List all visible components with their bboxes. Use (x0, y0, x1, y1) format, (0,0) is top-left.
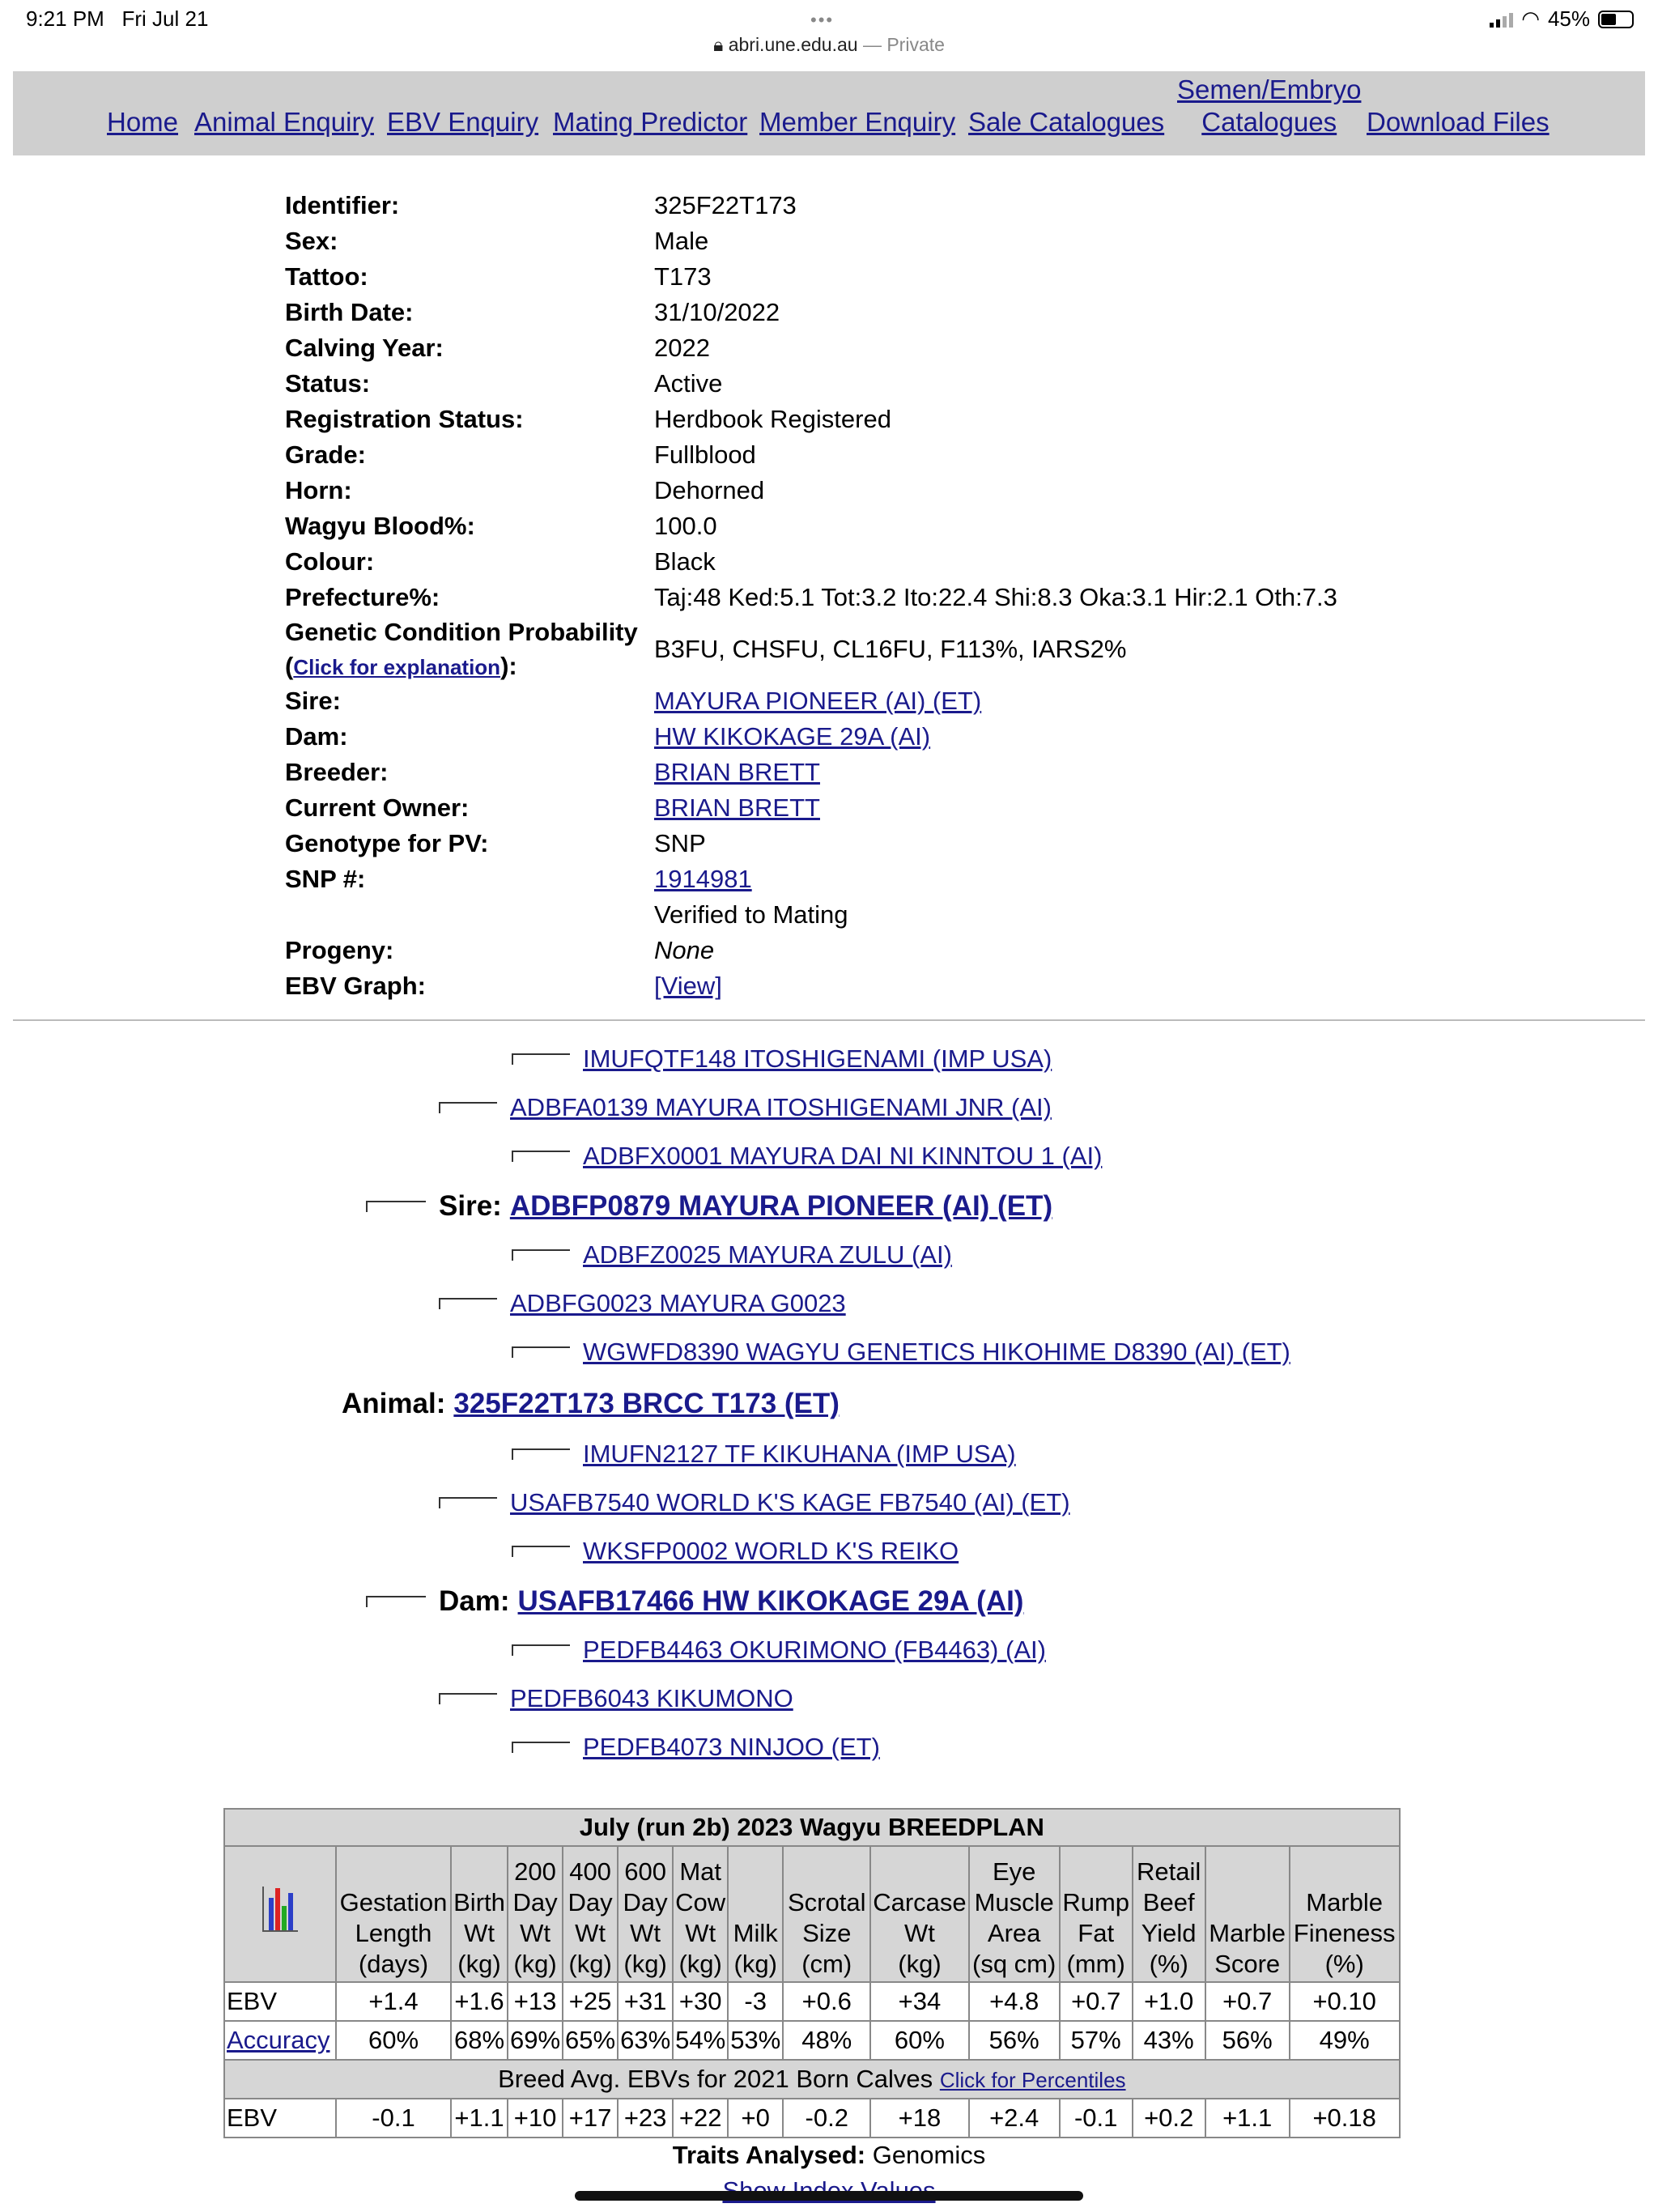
pedigree-sire-dam-sire-link[interactable]: ADBFZ0025 MAYURA ZULU (AI) (583, 1240, 952, 1269)
breed-avg-value-cell: -0.1 (336, 2099, 451, 2138)
traits-value: Genomics (872, 2141, 986, 2169)
pedigree-sire-sire-link[interactable]: ADBFA0139 MAYURA ITOSHIGENAMI JNR (AI) (510, 1093, 1052, 1121)
calving-year-value: 2022 (654, 334, 710, 362)
accuracy-value-cell: 63% (618, 2021, 673, 2060)
pedigree-dam-sire-link[interactable]: USAFB7540 WORLD K'S KAGE FB7540 (AI) (ET) (510, 1488, 1070, 1516)
genetic-condition-value: B3FU, CHSFU, CL16FU, F113%, IARS2% (654, 635, 1127, 663)
pedigree-sire-dam-link[interactable]: ADBFG0023 MAYURA G0023 (510, 1289, 846, 1317)
ebv-value-cell: +30 (673, 1982, 728, 2021)
header-line: Muscle (974, 1888, 1054, 1916)
accuracy-value-cell: 43% (1133, 2021, 1205, 2060)
tree-branch (439, 1102, 497, 1113)
identifier-label: Identifier: (285, 191, 400, 219)
url-text: abri.une.edu.au (728, 34, 858, 55)
accuracy-value-cell: 60% (336, 2021, 451, 2060)
breed-avg-text: Breed Avg. EBVs for 2021 Born Calves (498, 2064, 933, 2093)
ebv-table-title-row (224, 1809, 1400, 1846)
ebv-graph-view-link[interactable]: [View] (654, 972, 722, 1000)
cellular-signal-icon (1490, 11, 1513, 28)
header-line: Area (987, 1919, 1041, 1947)
pedigree-sire-link[interactable]: ADBFP0879 MAYURA PIONEER (AI) (ET) (509, 1190, 1053, 1222)
prefecture-label: Prefecture%: (285, 583, 440, 611)
wifi-icon: ◠ (1521, 6, 1540, 31)
colour-label: Colour: (285, 547, 375, 576)
header-line: (%) (1324, 1950, 1364, 1978)
ebv-value-cell: +0.6 (783, 1982, 870, 2021)
breed-avg-value-cell: +0 (728, 2099, 783, 2138)
ebv-value-cell: +1.6 (451, 1982, 508, 2021)
ebv-table-header-row (224, 1846, 1400, 1982)
header-line: Wt (630, 1919, 661, 1947)
pedigree-dam-sire-dam-link[interactable]: WKSFP0002 WORLD K'S REIKO (583, 1537, 959, 1565)
header-line: Size (802, 1919, 852, 1947)
grade-value: Fullblood (654, 440, 756, 469)
header-line: Wt (904, 1919, 935, 1947)
header-line: (kg) (513, 1950, 557, 1978)
pedigree-row (439, 1684, 793, 1713)
ebv-column-header (728, 1846, 783, 1982)
header-line: (days) (358, 1950, 429, 1978)
ebv-column-header (618, 1846, 673, 1982)
tree-branch (366, 1201, 426, 1212)
header-line: (kg) (623, 1950, 667, 1978)
breed-avg-value-cell: +1.1 (451, 2099, 508, 2138)
status-bar (0, 0, 1658, 71)
accuracy-value-cell: 56% (1205, 2021, 1290, 2060)
sire-label: Sire: (285, 687, 341, 715)
header-line: Rump (1062, 1888, 1130, 1916)
pedigree-dam-dam-dam-link[interactable]: PEDFB4073 NINJOO (ET) (583, 1733, 880, 1761)
breed-avg-value-cell: +23 (618, 2099, 673, 2138)
accuracy-value-cell: 53% (728, 2021, 783, 2060)
breeder-label: Breeder: (285, 758, 389, 786)
accuracy-value-cell: 68% (451, 2021, 508, 2060)
header-line: Fat (1078, 1919, 1115, 1947)
pedigree-row (342, 1388, 840, 1420)
nav-mating-predictor[interactable]: Mating Predictor (553, 107, 748, 137)
grade-label: Grade: (285, 440, 366, 469)
accuracy-value-cell: 49% (1290, 2021, 1400, 2060)
nav-member-enquiry[interactable]: Member Enquiry (759, 107, 956, 137)
header-line: (mm) (1066, 1950, 1125, 1978)
breed-avg-header-row (224, 2060, 1400, 2099)
ebv-chart-icon-cell[interactable] (224, 1846, 336, 1982)
breed-avg-cell (224, 2060, 1400, 2099)
header-line: (cm) (801, 1950, 852, 1978)
dam-label: Dam: (285, 722, 348, 751)
accuracy-cell[interactable] (224, 2021, 336, 2060)
nav-download-files[interactable]: Download Files (1367, 107, 1550, 137)
ebv-table (223, 1808, 1401, 2138)
genetic-paren-open: ( (285, 652, 294, 680)
header-line: Cow (675, 1888, 726, 1916)
header-line: Birth (453, 1888, 505, 1916)
tree-branch (512, 1546, 570, 1557)
nav-animal-enquiry[interactable]: Animal Enquiry (194, 107, 374, 137)
header-line: Wt (575, 1919, 606, 1947)
header-line: Carcase (873, 1888, 967, 1916)
tree-branch (512, 1448, 570, 1460)
breed-row-label: EBV (224, 2099, 336, 2138)
nav-semen-embryo-catalogues[interactable] (1177, 74, 1361, 138)
header-line: Day (512, 1888, 558, 1916)
current-owner-label: Current Owner: (285, 793, 470, 822)
header-line: Day (623, 1888, 668, 1916)
tree-branch (439, 1298, 497, 1309)
header-line: Fineness (1293, 1919, 1396, 1947)
ebv-column-header (451, 1846, 508, 1982)
breed-avg-value-cell: -0.1 (1060, 2099, 1133, 2138)
ebv-column-header (336, 1846, 451, 1982)
header-line: Wt (464, 1919, 495, 1947)
pedigree-row (512, 1636, 1046, 1665)
nav-semen-line2: Catalogues (1201, 107, 1337, 137)
header-line: Marble (1306, 1888, 1384, 1916)
header-line: Day (568, 1888, 613, 1916)
pedigree-row (366, 1585, 1023, 1618)
date-text: Fri Jul 21 (121, 6, 209, 31)
current-owner-link[interactable]: BRIAN BRETT (654, 793, 820, 822)
genotype-label: Genotype for PV: (285, 829, 489, 857)
breed-avg-value-cell: +0.18 (1290, 2099, 1400, 2138)
ebv-value-cell: +25 (563, 1982, 618, 2021)
progeny-value: None (654, 936, 715, 964)
snp-link[interactable]: 1914981 (654, 865, 752, 893)
tree-branch (512, 1249, 570, 1261)
pedigree-dam-dam-link[interactable]: PEDFB6043 KIKUMONO (510, 1684, 793, 1712)
accuracy-value-cell: 57% (1060, 2021, 1133, 2060)
pedigree-row (512, 1338, 1290, 1367)
percentiles-link[interactable]: Click for Percentiles (939, 2067, 1126, 2092)
tree-branch (439, 1693, 497, 1704)
traits-analysed (0, 2141, 1658, 2170)
ebv-value-cell: +0.7 (1205, 1982, 1290, 2021)
ebv-value-cell: +0.10 (1290, 1982, 1400, 2021)
tree-branch (512, 1151, 570, 1162)
genotype-value: SNP (654, 829, 706, 857)
ebv-row-label: EBV (224, 1982, 336, 2021)
genetic-paren-close: ): (500, 652, 517, 680)
ebv-value-cell: +34 (870, 1982, 968, 2021)
accuracy-row (224, 2021, 1400, 2060)
traits-label: Traits Analysed: (672, 2141, 866, 2169)
header-line: (kg) (733, 1950, 777, 1978)
ebv-column-header (1205, 1846, 1290, 1982)
breed-avg-value-cell: +18 (870, 2099, 968, 2138)
status-value: Active (654, 369, 723, 398)
tree-branch (439, 1497, 497, 1508)
header-line: Retail (1137, 1857, 1201, 1886)
header-line: (kg) (678, 1950, 722, 1978)
header-line: Beef (1142, 1888, 1195, 1916)
identifier-value: 325F22T173 (654, 191, 797, 219)
genetic-explanation-link[interactable]: Click for explanation (293, 655, 501, 679)
breed-avg-value-cell: +22 (673, 2099, 728, 2138)
ebv-column-header (1060, 1846, 1133, 1982)
registration-status-label: Registration Status: (285, 405, 524, 433)
nav-semen-line1: Semen/Embryo (1177, 74, 1362, 104)
snp-label: SNP #: (285, 865, 366, 893)
pedigree-sire-dam-dam-link[interactable]: WGWFD8390 WAGYU GENETICS HIKOHIME D8390 (AI) (ET) (583, 1338, 1290, 1366)
pedigree-row (439, 1488, 1070, 1517)
header-line: 600 (624, 1857, 666, 1886)
pedigree-row (512, 1142, 1102, 1171)
header-line: 200 (514, 1857, 556, 1886)
pedigree-row (512, 1733, 880, 1762)
pedigree-row (439, 1289, 846, 1318)
birth-date-value: 31/10/2022 (654, 298, 780, 326)
ebv-column-header (1133, 1846, 1205, 1982)
progeny-label: Progeny: (285, 936, 394, 964)
battery-percent: 45% (1547, 6, 1590, 31)
address-bar[interactable] (0, 34, 1658, 56)
ebv-column-header (783, 1846, 870, 1982)
divider (13, 1019, 1645, 1021)
registration-status-value: Herdbook Registered (654, 405, 891, 433)
ebv-column-header (1290, 1846, 1400, 1982)
header-line: Scrotal (787, 1888, 866, 1916)
nav-sale-catalogues[interactable]: Sale Catalogues (968, 107, 1165, 137)
tree-branch (512, 1346, 570, 1358)
header-line: 400 (569, 1857, 611, 1886)
header-line: Wt (520, 1919, 551, 1947)
nav-home[interactable]: Home (107, 107, 179, 137)
horn-label: Horn: (285, 476, 352, 504)
pedigree-dam-link[interactable]: USAFB17466 HW KIKOKAGE 29A (AI) (517, 1585, 1024, 1617)
pedigree-dam-sire-sire-link[interactable]: IMUFN2127 TF KIKUHANA (IMP USA) (583, 1440, 1016, 1468)
private-label: — Private (862, 34, 945, 55)
status-time (26, 6, 208, 32)
pedigree-sire-label: Sire: (439, 1190, 502, 1222)
ebv-value-cell: +1.4 (336, 1982, 451, 2021)
status-label: Status: (285, 369, 371, 398)
nav-ebv-enquiry[interactable]: EBV Enquiry (387, 107, 539, 137)
ebv-values-row (224, 1982, 1400, 2021)
tree-branch (512, 1053, 570, 1065)
pedigree-sire-sire-dam-link[interactable]: ADBFX0001 MAYURA DAI NI KINNTOU 1 (AI) (583, 1142, 1103, 1170)
ebv-column-header (673, 1846, 728, 1982)
breed-avg-value-cell: +17 (563, 2099, 618, 2138)
genetic-condition-label (285, 615, 638, 684)
breeder-link[interactable]: BRIAN BRETT (654, 758, 820, 786)
tattoo-label: Tattoo: (285, 262, 368, 291)
home-indicator[interactable] (575, 2191, 1083, 2201)
wagyu-blood-value: 100.0 (654, 512, 717, 540)
ebv-table-title: July (run 2b) 2023 Wagyu BREEDPLAN (224, 1809, 1400, 1846)
tree-branch (366, 1596, 426, 1607)
pedigree-row (512, 1537, 959, 1566)
pedigree-sire-sire-sire-link[interactable]: IMUFQTF148 ITOSHIGENAMI (IMP USA) (583, 1044, 1052, 1073)
status-indicators (1490, 6, 1634, 32)
header-line: Gestation (339, 1888, 448, 1916)
accuracy-value-cell: 56% (969, 2021, 1060, 2060)
breed-avg-value-cell: +10 (508, 2099, 563, 2138)
header-line: Marble (1209, 1919, 1286, 1947)
accuracy-link[interactable]: Accuracy (227, 2026, 330, 2054)
tree-branch (512, 1644, 570, 1656)
ebv-graph-label: EBV Graph: (285, 972, 426, 1000)
time-text: 9:21 PM (26, 6, 104, 31)
header-line: Score (1214, 1950, 1281, 1978)
accuracy-value-cell: 54% (673, 2021, 728, 2060)
header-line: (kg) (898, 1950, 942, 1978)
colour-value: Black (654, 547, 716, 576)
wagyu-blood-label: Wagyu Blood%: (285, 512, 475, 540)
sire-link[interactable]: MAYURA PIONEER (AI) (ET) (654, 687, 982, 715)
ebv-value-cell: +31 (618, 1982, 673, 2021)
breed-avg-value-cell: +2.4 (969, 2099, 1060, 2138)
header-line: (kg) (457, 1950, 501, 1978)
pedigree-row (439, 1093, 1052, 1122)
header-line: Yield (1141, 1919, 1197, 1947)
pedigree-row (512, 1440, 1016, 1469)
header-line: Milk (733, 1919, 778, 1947)
header-line: Length (355, 1919, 432, 1947)
dam-link[interactable]: HW KIKOKAGE 29A (AI) (654, 722, 931, 751)
header-line: Mat (679, 1857, 721, 1886)
birth-date-label: Birth Date: (285, 298, 414, 326)
ebv-value-cell: +0.7 (1060, 1982, 1133, 2021)
pedigree-dam-dam-sire-link[interactable]: PEDFB4463 OKURIMONO (FB4463) (AI) (583, 1636, 1046, 1664)
header-line: Eye (992, 1857, 1036, 1886)
ebv-value-cell: -3 (728, 1982, 783, 2021)
verified-value: Verified to Mating (654, 900, 848, 929)
pedigree-animal-label: Animal: (342, 1388, 446, 1419)
sex-label: Sex: (285, 227, 338, 255)
accuracy-value-cell: 60% (870, 2021, 968, 2060)
accuracy-value-cell: 65% (563, 2021, 618, 2060)
accuracy-value-cell: 48% (783, 2021, 870, 2060)
ebv-value-cell: +4.8 (969, 1982, 1060, 2021)
header-line: (kg) (568, 1950, 612, 1978)
breed-avg-value-cell: +1.1 (1205, 2099, 1290, 2138)
sex-value: Male (654, 227, 709, 255)
header-line: (%) (1149, 1950, 1188, 1978)
battery-icon (1598, 11, 1634, 28)
pedigree-dam-label: Dam: (439, 1585, 510, 1617)
ebv-column-header (563, 1846, 618, 1982)
pedigree-row (512, 1044, 1052, 1074)
more-dots-icon[interactable]: ••• (810, 10, 835, 30)
tattoo-value: T173 (654, 262, 712, 291)
ebv-column-header (508, 1846, 563, 1982)
lock-icon: 🔒︎ (713, 34, 724, 55)
accuracy-value-cell: 69% (508, 2021, 563, 2060)
breed-avg-value-cell: -0.2 (783, 2099, 870, 2138)
prefecture-value: Taj:48 Ked:5.1 Tot:3.2 Ito:22.4 Shi:8.3 Oka:3.1 Hir:2.1 Oth:7.3 (654, 583, 1337, 611)
top-nav (13, 71, 1645, 155)
genetic-label-line1: Genetic Condition Probability (285, 618, 638, 646)
header-line: (sq cm) (972, 1950, 1056, 1978)
breed-avg-value-cell: +0.2 (1133, 2099, 1205, 2138)
pedigree-animal-link[interactable]: 325F22T173 BRCC T173 (ET) (453, 1388, 840, 1419)
bar-chart-icon[interactable] (262, 1887, 298, 1933)
calving-year-label: Calving Year: (285, 334, 444, 362)
ebv-column-header (870, 1846, 968, 1982)
ebv-value-cell: +13 (508, 1982, 563, 2021)
ebv-column-header (969, 1846, 1060, 1982)
pedigree-row (512, 1240, 952, 1270)
horn-value: Dehorned (654, 476, 765, 504)
header-line: Wt (685, 1919, 716, 1947)
breed-avg-values-row (224, 2099, 1400, 2138)
pedigree-row (366, 1190, 1052, 1223)
tree-branch (512, 1742, 570, 1753)
ebv-value-cell: +1.0 (1133, 1982, 1205, 2021)
